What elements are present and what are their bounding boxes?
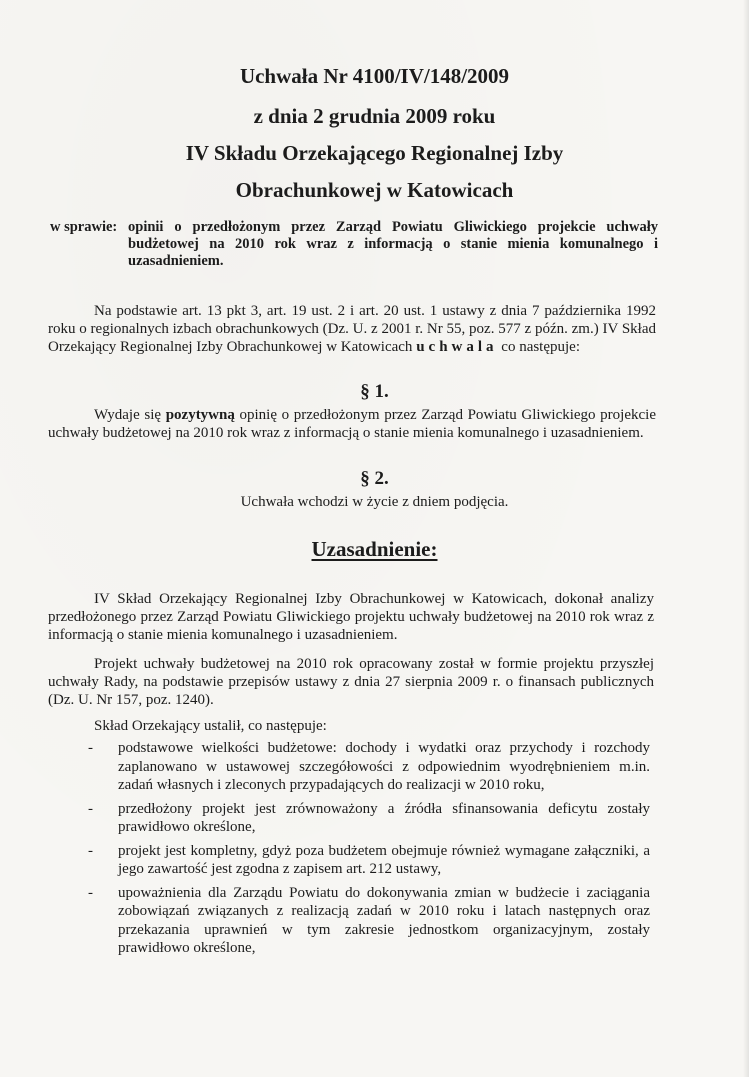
- list-item: [88, 800, 650, 837]
- justification-heading: [0, 536, 749, 562]
- list-item-text: podstawowe wielkości budżetowe: dochody i wydatki oraz przychody i rozchody zaplanowano w ustawowej szczegółowości z odpowiednim wyodrębnieniem m.in. zadań własnych i zleconych przypadających do realizacji w 2010 roku,: [118, 740, 650, 793]
- justification-paragraph-2: Projekt uchwały budżetowej na 2010 rok opracowany został w formie projektu przyszłej uchwały Rady, na podstawie przepisów ustawy z dnia 27 sierpnia 2009 r. o finansach publicznych (Dz. U. Nr 157, poz. 1240).: [48, 656, 654, 708]
- legal-basis-paragraph: [48, 302, 656, 356]
- justification-heading-text: Uzasadnienie:: [311, 537, 438, 561]
- issuer-line-2: Obrachunkowej w Katowicach: [235, 178, 514, 202]
- section-1-mark: § 1.: [360, 381, 389, 402]
- issuer-line-1: IV Składu Orzekającego Regionalnej Izby: [185, 141, 564, 165]
- list-dash: -: [88, 800, 93, 817]
- list-item: [88, 842, 650, 879]
- list-item: [88, 739, 650, 795]
- justification-paragraph-1: IV Skład Orzekający Regionalnej Izby Obrachunkowej w Katowicach, dokonał analizy przedłożonego przez Zarząd Powiatu Gliwickiego projektu uchwały budżetowej na 2010 rok wraz z informacją o stanie mienia komunalnego i uzasadnieniem.: [48, 591, 654, 643]
- list-dash: -: [88, 884, 93, 901]
- section-2-text: Uchwała wchodzi w życie z dniem podjęcia.: [240, 494, 509, 510]
- section-1-pre: Wydaje się: [94, 407, 162, 423]
- justification-paragraph-3: Skład Orzekający ustalił, co następuje:: [94, 718, 327, 734]
- resolves-word: uchwala: [416, 339, 498, 355]
- section-1-bold: pozytywną: [165, 407, 235, 423]
- legal-basis-text: Na podstawie art. 13 pkt 3, art. 19 ust. 2 i art. 20 ust. 1 ustawy z dnia 7 października 1992 roku o regionalnych izbach obrachunkowych (Dz. U. z 2001 r. Nr 55, poz. 577 z późn. zm.) IV Skład Orzekający Regionalnej Izby Obrachunkowej w Katowicach: [48, 303, 656, 355]
- list-dash: -: [88, 842, 93, 859]
- list-item-text: upoważnienia dla Zarządu Powiatu do dokonywania zmian w budżecie i zaciągania zobowiązań związanych z realizacją zadań w 2010 roku i latach następnych oraz przekazania uprawnień w tym zakresie jednostkom organizacyjnym, zostały prawidłowo określone,: [118, 884, 650, 956]
- subject-text: opinii o przedłożonym przez Zarząd Powiatu Gliwickiego projekcie uchwały budżetowej na 2010 rok wraz z informacją o stanie mienia komunalnego i uzasadnieniem.: [128, 219, 658, 269]
- subject-label: w sprawie:: [50, 219, 118, 235]
- resolution-date: z dnia 2 grudnia 2009 roku: [253, 104, 496, 128]
- list-item-text: przedłożony projekt jest zrównoważony a źródła sfinansowania deficytu zostały prawidłowo określone,: [118, 800, 650, 835]
- list-item-text: projekt jest kompletny, gdyż poza budżetem obejmuje również wymagane załączniki, a jego zawartość jest zgodna z zapisem art. 212 ustawy,: [118, 842, 650, 877]
- section-2-mark: § 2.: [360, 468, 389, 489]
- section-1-post: opinię o przedłożonym przez Zarząd Powiatu Gliwickiego projekcie uchwały budżetowej na 2010 rok wraz z informacją o stanie mienia komunalnego i uzasadnieniem.: [48, 407, 656, 441]
- list-item: [88, 884, 650, 958]
- subject-block: [50, 219, 658, 270]
- resolution-number: Uchwała Nr 4100/IV/148/2009: [239, 64, 510, 88]
- legal-basis-tail: co następuje:: [501, 339, 581, 355]
- section-1-paragraph: [48, 406, 656, 442]
- findings-list: [88, 739, 650, 958]
- list-dash: -: [88, 740, 93, 756]
